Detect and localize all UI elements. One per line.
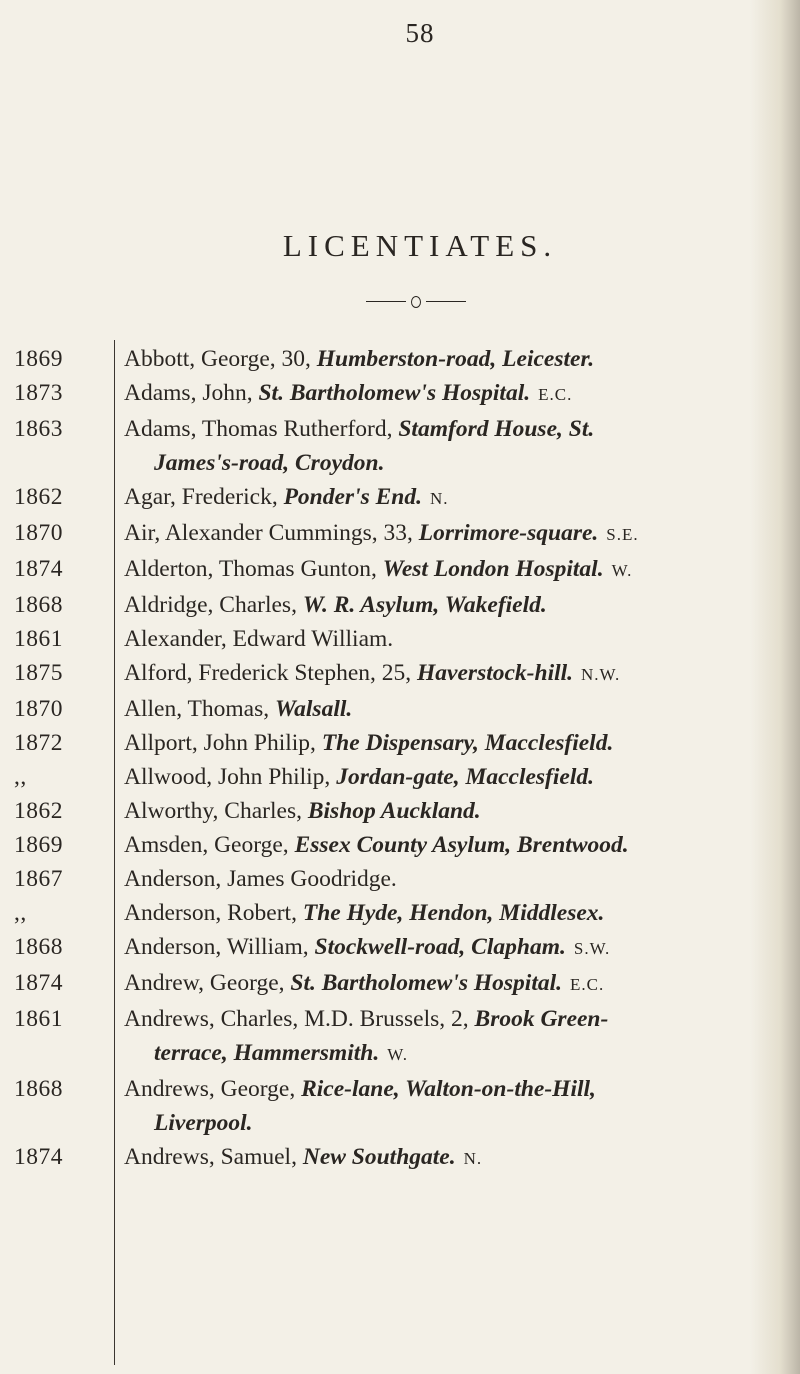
entry-row (0, 726, 800, 760)
entry-year: 1874 (14, 970, 63, 996)
entry-name: Allwood, John Philip, (124, 764, 337, 790)
entry-text (124, 516, 774, 552)
entry-address: Haverstock-hill. (417, 660, 574, 686)
entry-name: Amsden, George, (124, 832, 295, 858)
entry-address: Lorrimore-square. (418, 520, 599, 546)
entry-postal-district: N.W. (581, 665, 621, 684)
entry-year: 1875 (14, 660, 63, 686)
entry-year (0, 1036, 110, 1072)
entry-row (0, 1002, 800, 1036)
entry-name: Andrew, George, (124, 970, 291, 996)
entry-row (0, 622, 800, 656)
entry-year: 1874 (14, 556, 63, 582)
entry-text (124, 692, 774, 726)
entry-row (0, 480, 800, 516)
entry-name: Adams, John, (124, 380, 259, 406)
entry-row (0, 516, 800, 552)
entry-year: 1862 (14, 798, 63, 824)
entry-text (124, 828, 774, 862)
entry-address: Stockwell-road, Clapham. (314, 934, 566, 960)
entry-address: Walsall. (275, 696, 353, 722)
entry-address: Liverpool. (154, 1110, 253, 1136)
entry-address: Stamford House, St. (398, 416, 595, 442)
entry-text (124, 342, 774, 376)
heading-ornament (366, 294, 466, 308)
entry-name: Andrews, Charles, M.D. Brussels, 2, (124, 1006, 475, 1032)
entry-text (124, 794, 774, 828)
entry-row (0, 930, 800, 966)
entry-postal-district: W. (611, 561, 633, 580)
entry-text (124, 1140, 774, 1176)
entry-name: Air, Alexander Cummings, 33, (124, 520, 419, 546)
entry-name: Andrews, George, (124, 1076, 302, 1102)
entry-text (124, 622, 774, 656)
entry-year: 1868 (14, 592, 63, 618)
entry-year: 1870 (14, 696, 63, 722)
entry-continuation-row (0, 1036, 800, 1072)
entry-row (0, 588, 800, 622)
entry-year: 1863 (14, 416, 63, 442)
entry-address: West London Hospital. (382, 556, 604, 582)
licentiates-list (0, 342, 800, 1176)
entry-text (124, 896, 774, 930)
entry-year (0, 1106, 110, 1140)
entry-year (0, 446, 110, 480)
ornament-line-right (426, 301, 466, 302)
entry-name: Allport, John Philip, (124, 730, 322, 756)
entry-year: ,, (14, 764, 27, 790)
entry-postal-district: W. (387, 1045, 408, 1064)
entry-row (0, 794, 800, 828)
entry-row (0, 896, 800, 930)
entry-text (124, 1072, 774, 1106)
entry-name: Anderson, James Goodridge. (124, 866, 397, 892)
entry-year: 1872 (14, 730, 63, 756)
entry-address: St. Bartholomew's Hospital. (258, 380, 531, 406)
entry-text (124, 1106, 800, 1140)
entry-text (124, 726, 774, 760)
entry-year: 1869 (14, 346, 63, 372)
entry-postal-district: E.C. (570, 975, 605, 994)
entry-text (124, 966, 774, 1002)
entry-name: Alworthy, Charles, (124, 798, 308, 824)
entry-continuation-row (0, 1106, 800, 1140)
entry-text (124, 930, 774, 966)
page-edge-shadow (750, 0, 800, 1374)
entry-address: The Dispensary, Macclesfield. (321, 730, 614, 756)
entry-postal-district: S.W. (573, 939, 611, 958)
entry-name: Adams, Thomas Rutherford, (124, 416, 399, 442)
entry-row (0, 412, 800, 446)
entry-year: 1868 (14, 934, 63, 960)
entry-text (124, 446, 800, 480)
entry-name: Aldridge, Charles, (124, 592, 303, 618)
entry-year: 1867 (14, 866, 63, 892)
entry-address: Bishop Auckland. (307, 798, 481, 824)
entry-text (124, 480, 774, 516)
entry-address: New Southgate. (302, 1144, 456, 1170)
entry-text (124, 760, 774, 794)
entry-year: 1861 (14, 1006, 63, 1032)
entry-text (124, 656, 774, 692)
entry-name: Alford, Frederick Stephen, 25, (124, 660, 418, 686)
entry-year: 1868 (14, 1076, 63, 1102)
entry-text (124, 412, 774, 446)
ornament-line-left (366, 301, 406, 302)
entry-address: Jordan-gate, Macclesfield. (336, 764, 594, 790)
entry-text (124, 1002, 774, 1036)
entry-postal-district: E.C. (538, 385, 573, 404)
entry-postal-district: N. (430, 489, 449, 508)
entry-address: St. Bartholomew's Hospital. (290, 970, 563, 996)
entry-row (0, 1072, 800, 1106)
entry-row (0, 552, 800, 588)
entry-row (0, 692, 800, 726)
entry-address: Ponder's End. (283, 484, 422, 510)
entry-address: Rice-lane, Walton-on-the-Hill, (301, 1076, 596, 1102)
entry-text (124, 1036, 800, 1072)
entry-address: W. R. Asylum, Wakefield. (302, 592, 547, 618)
entry-address: Essex County Asylum, Brentwood. (294, 832, 629, 858)
entry-address: Brook Green- (474, 1006, 609, 1032)
entry-text (124, 862, 774, 896)
entry-year: ,, (14, 900, 27, 926)
entry-row (0, 342, 800, 376)
entry-postal-district: S.E. (606, 525, 639, 544)
entry-name: Anderson, Robert, (124, 900, 303, 926)
entry-address: terrace, Hammersmith. (154, 1040, 380, 1066)
entry-text (124, 552, 774, 588)
page-heading: LICENTIATES. (282, 228, 558, 263)
entry-row (0, 828, 800, 862)
entry-row (0, 862, 800, 896)
entry-name: Agar, Frederick, (124, 484, 284, 510)
entry-address: James's-road, Croydon. (154, 450, 385, 476)
entry-postal-district: N. (463, 1149, 483, 1168)
entry-continuation-row (0, 446, 800, 480)
entry-row (0, 1140, 800, 1176)
entry-year: 1873 (14, 380, 63, 406)
entry-name: Alexander, Edward William. (124, 626, 394, 652)
entry-address: The Hyde, Hendon, Middlesex. (302, 900, 605, 926)
entry-year: 1869 (14, 832, 63, 858)
entry-text (124, 376, 774, 412)
entry-year: 1874 (14, 1144, 63, 1170)
entry-row (0, 376, 800, 412)
entry-text (124, 588, 774, 622)
entry-year: 1862 (14, 484, 63, 510)
entry-name: Andrews, Samuel, (124, 1144, 303, 1170)
page-number: 58 (405, 18, 435, 48)
entry-row (0, 656, 800, 692)
entry-name: Abbott, George, 30, (124, 346, 317, 372)
entry-name: Allen, Thomas, (124, 696, 275, 722)
entry-address: Humberston-road, Leicester. (316, 346, 595, 372)
entry-row (0, 966, 800, 1002)
entry-row (0, 760, 800, 794)
entry-name: Alderton, Thomas Gunton, (124, 556, 383, 582)
entry-year: 1861 (14, 626, 63, 652)
entry-year: 1870 (14, 520, 63, 546)
ornament-circle (411, 296, 421, 308)
entry-name: Anderson, William, (124, 934, 315, 960)
